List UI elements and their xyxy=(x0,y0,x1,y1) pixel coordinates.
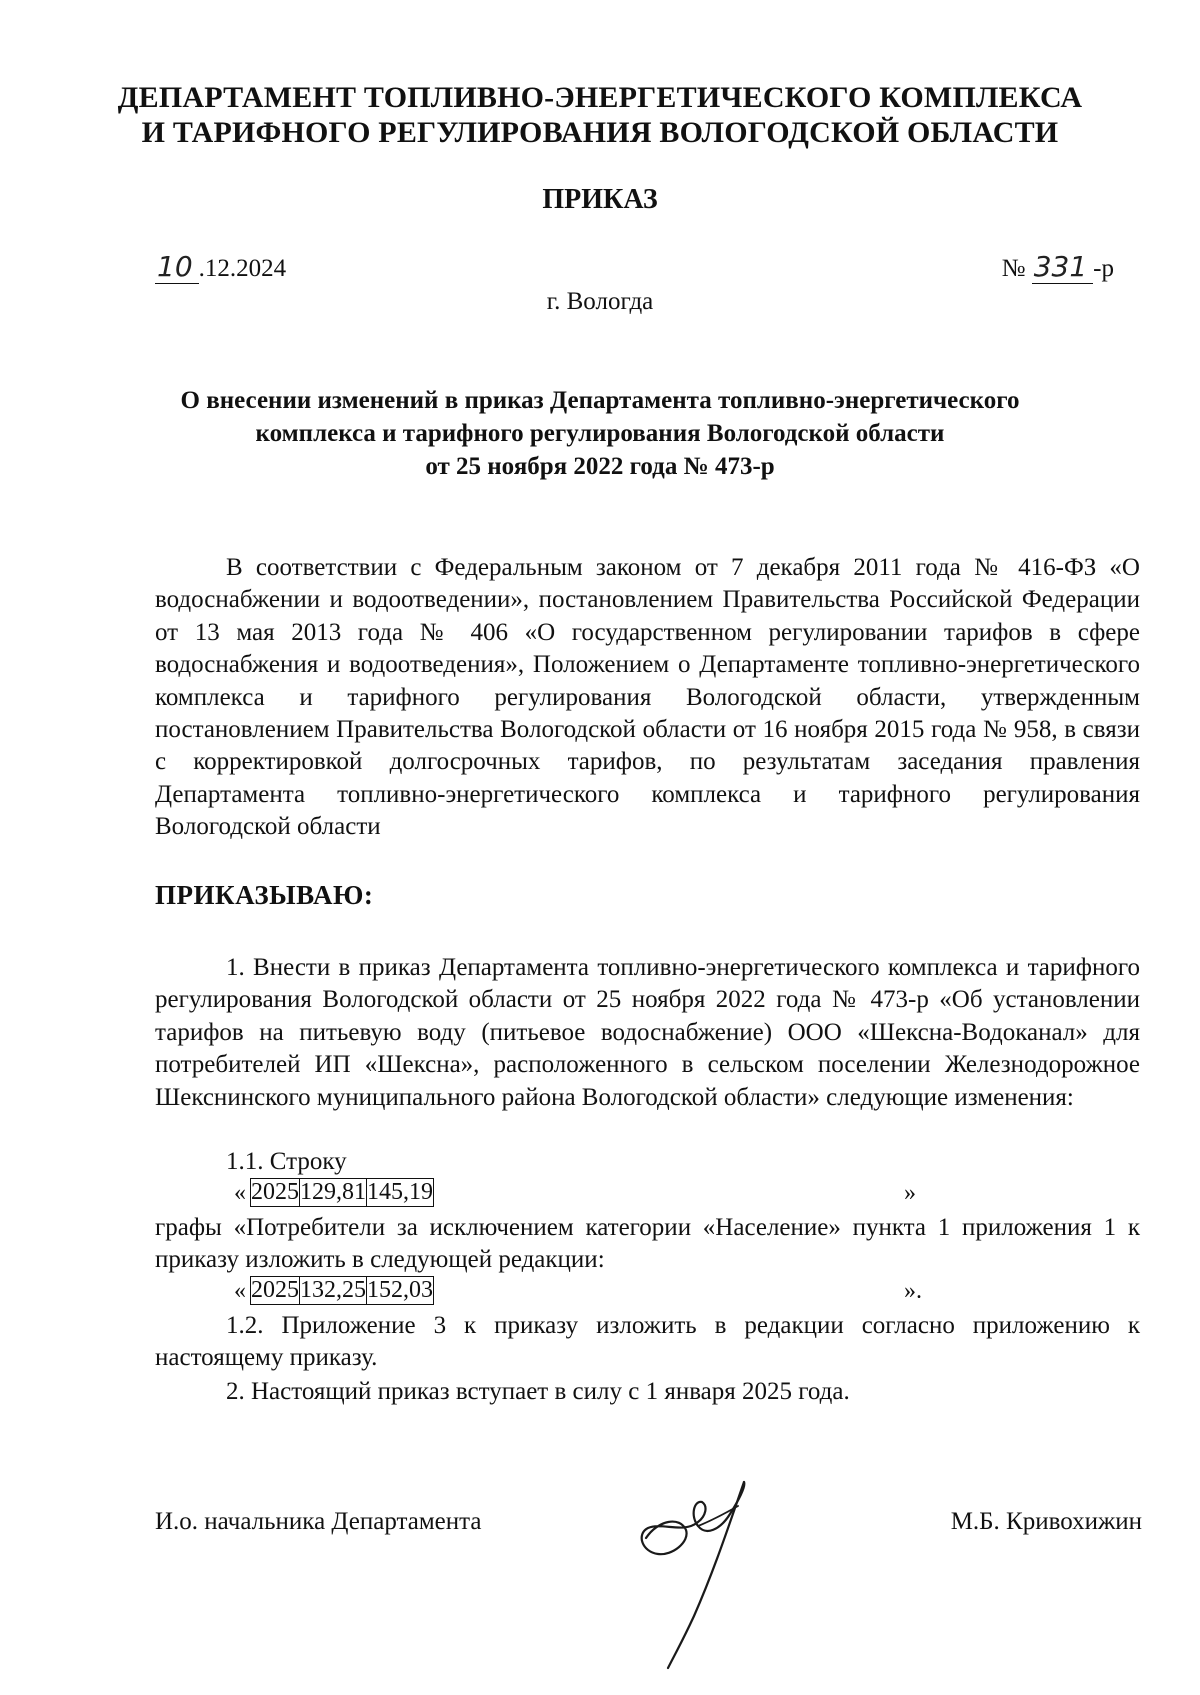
old-year-cell: 2025 xyxy=(251,1179,299,1205)
department-name-line1: ДЕПАРТАМЕНТ ТОПЛИВНО-ЭНЕРГЕТИЧЕСКОГО КОМПЛЕКСА xyxy=(117,81,1083,114)
order-date xyxy=(155,250,286,283)
old-value-2-cell: 145,19 xyxy=(367,1179,433,1205)
city: г. Вологда xyxy=(546,288,654,315)
item-1-paragraph: 1. Внести в приказ Департамента топливно-энергетического комплекса и тарифного регулирования Вологодской области от 25 ноября 2022 года № 473-р «Об установлении тарифов на питьевую воду (питьевое водоснабжение) ООО «Шексна-Водоканал» для потребителей ИП «Шексна», расположенного в сельском поселении Железнодорожное Шекснинского муниципального района Вологодской области» следующие изменения: xyxy=(155,954,1140,1111)
document-type: ПРИКАЗ xyxy=(542,184,658,215)
date-day-handwritten: 10 xyxy=(155,250,199,284)
signer-name: М.Б. Кривохижин xyxy=(950,1508,1142,1535)
graph-paragraph: графы «Потребители за исключением категории «Население» пункта 1 приложения 1 к приказу изложить в следующей редакции: xyxy=(155,1214,1140,1274)
item-2-paragraph: 2. Настоящий приказ вступает в силу с 1 января 2025 года. xyxy=(226,1378,850,1405)
new-rate-table xyxy=(250,1276,434,1305)
new-year-cell: 2025 xyxy=(251,1277,299,1303)
order-number xyxy=(1002,250,1114,283)
signer-position: И.о. начальника Департамента xyxy=(155,1508,482,1535)
open-quote: « xyxy=(234,1180,246,1206)
item-1-1-label: 1.1. Строку xyxy=(226,1148,347,1175)
order-directive: ПРИКАЗЫВАЮ: xyxy=(155,880,374,910)
old-value-1-cell: 129,81 xyxy=(300,1179,366,1205)
new-value-2-cell: 152,03 xyxy=(367,1277,433,1303)
subject-line2: комплекса и тарифного регулирования Вологодской области xyxy=(255,420,945,447)
close-quote: ». xyxy=(904,1278,922,1304)
number-handwritten: 331 xyxy=(1032,250,1093,284)
close-quote: » xyxy=(904,1180,916,1206)
date-rest: .12.2024 xyxy=(198,255,287,282)
number-suffix: -р xyxy=(1093,255,1114,282)
signature-image xyxy=(628,1476,798,1681)
subject-line1: О внесении изменений в приказ Департамента топливно-энергетического xyxy=(180,387,1020,414)
order-subject xyxy=(0,384,1200,483)
new-value-1-cell: 132,25 xyxy=(300,1277,366,1303)
table-row xyxy=(251,1179,434,1207)
department-name-line2: И ТАРИФНОГО РЕГУЛИРОВАНИЯ ВОЛОГОДСКОЙ ОБЛАСТИ xyxy=(141,116,1059,149)
item-1-2-paragraph: 1.2. Приложение 3 к приказу изложить в редакции согласно приложению к настоящему приказу. xyxy=(155,1312,1140,1372)
number-prefix: № xyxy=(1001,255,1026,282)
preamble-paragraph: В соответствии с Федеральным законом от 7 декабря 2011 года № 416-ФЗ «О водоснабжении и водоотведении», постановлением Правительства Российской Федерации от 13 мая 2013 года № 406 «О государственном регулировании тарифов в сфере водоснабжения и водоотведения», Положением о Департаменте топливно-энергетического комплекса и тарифного регулирования Вологодской области, утвержденным постановлением Правительства Вологодской области от 16 ноября 2015 года № 958, в связи с корректировкой долгосрочных тарифов, по результатам заседания правления Департамента топливно-энергетического комплекса и тарифного регулирования Вологодской области xyxy=(155,554,1140,841)
handwritten-signature-icon xyxy=(628,1476,798,1676)
table-row xyxy=(251,1277,434,1305)
open-quote: « xyxy=(234,1278,246,1304)
subject-line3: от 25 ноября 2022 года № 473-р xyxy=(425,453,775,480)
old-rate-table xyxy=(250,1178,434,1207)
